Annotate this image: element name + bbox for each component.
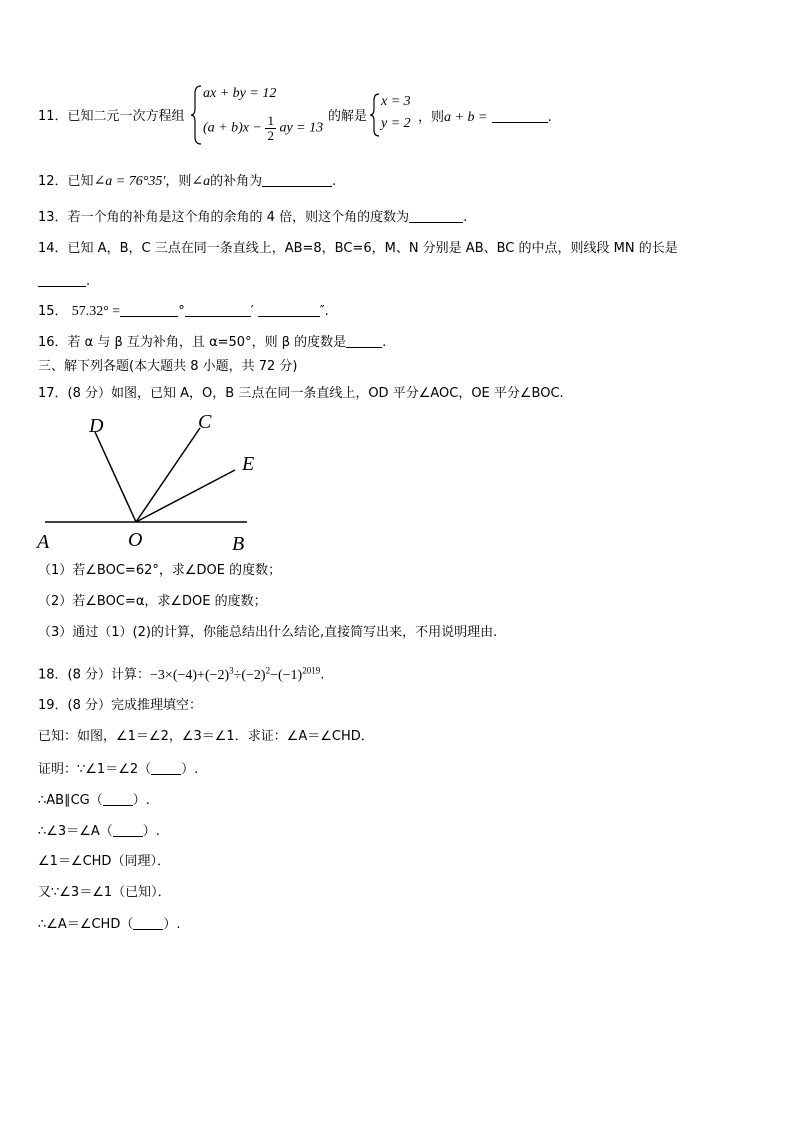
q15-minute-blank[interactable] bbox=[185, 302, 251, 317]
question-16: 16．若 α 与 β 互为补角，且 α=50°，则 β 的度数是 . bbox=[38, 335, 387, 350]
q19-given: 已知：如图，∠1＝∠2，∠3＝∠1．求证：∠A＝∠CHD． bbox=[38, 729, 374, 744]
section-3-heading: 三、解下列各题(本大题共 8 小题，共 72 分) bbox=[38, 359, 298, 374]
question-17: 17．(8 分）如图，已知 A，O，B 三点在同一条直线上，OD 平分∠AOC，OE 平分∠BOC. bbox=[38, 386, 564, 401]
q19-line-6: ∴∠A＝∠CHD（ ）. bbox=[38, 917, 181, 932]
q11-eq2-right: ay = 13 bbox=[279, 120, 324, 136]
q17-part-3: （3）通过（1）(2)的计算，你能总结出什么结论,直接简写出来，不用说明理由. bbox=[38, 625, 498, 640]
label-C: C bbox=[198, 411, 212, 433]
q17-part-2: （2）若∠BOC=α，求∠DOE 的度数； bbox=[38, 594, 267, 609]
q13-answer-blank[interactable] bbox=[409, 208, 463, 223]
q11-left-brace bbox=[190, 84, 204, 146]
q11-prefix: 已知二元一次方程组 bbox=[67, 109, 185, 124]
q11-sol2: y = 2 bbox=[381, 116, 411, 131]
q11-mid: 的解是 bbox=[328, 109, 368, 124]
q19-line-2: ∴AB∥CG（ ）. bbox=[38, 793, 150, 808]
label-A: A bbox=[37, 531, 50, 553]
q15-second-blank[interactable] bbox=[258, 302, 320, 317]
label-D: D bbox=[89, 415, 104, 437]
question-13: 13．若一个角的补角是这个角的余角的 4 倍，则这个角的度数为 . bbox=[38, 210, 468, 225]
q19-blank-2[interactable] bbox=[103, 791, 133, 806]
label-O: O bbox=[128, 529, 143, 551]
q11-tail: ，则a + b = . bbox=[418, 110, 552, 125]
q11-sol1: x = 3 bbox=[381, 94, 411, 109]
q11-solution-brace bbox=[369, 92, 381, 138]
q12-angle: ∠a = 76°35′ bbox=[93, 174, 166, 189]
question-18: 18．(8 分）计算：$-3\times(-4)+(-2)^3\div(-2)^2-(-1)^{2019}$. bbox=[38, 665, 325, 683]
question-15: 15． 57.32° = ° ′ ″. bbox=[38, 304, 329, 319]
q14-answer-blank[interactable] bbox=[38, 272, 86, 287]
q19-line-5: 又∵∠3＝∠1（已知）． bbox=[38, 885, 171, 900]
ray-OD bbox=[95, 432, 136, 522]
q19-blank-3[interactable] bbox=[113, 822, 143, 837]
q19-line-1: 证明：∵∠1＝∠2（ ）. bbox=[38, 762, 199, 777]
question-11 bbox=[38, 108, 185, 126]
q11-eq2 bbox=[203, 114, 323, 143]
label-E: E bbox=[242, 453, 255, 475]
q15-degree-blank[interactable] bbox=[120, 302, 178, 317]
question-19: 19．(8 分）完成推理填空： bbox=[38, 698, 203, 713]
q17-figure bbox=[35, 408, 275, 556]
q17-part-1: （1）若∠BOC=62°，求∠DOE 的度数； bbox=[38, 563, 282, 578]
q12-answer-blank[interactable] bbox=[262, 172, 332, 187]
question-14-line2: . bbox=[38, 272, 90, 291]
question-14: 14．已知 A，B，C 三点在同一条直线上，AB=8，BC=6，M、N 分别是 AB、BC 的中点，则线段 MN 的长是 bbox=[38, 241, 678, 256]
q16-answer-blank[interactable] bbox=[346, 333, 382, 348]
label-B: B bbox=[232, 533, 245, 555]
q18-expression: $-3\times(-4)+(-2)^3\div(-2)^2-(-1)^{2019}$ bbox=[150, 665, 321, 683]
q15-value: 57.32° = bbox=[71, 304, 121, 319]
q19-blank-4[interactable] bbox=[133, 915, 163, 930]
q11-answer-blank[interactable] bbox=[492, 108, 548, 123]
q19-blank-1[interactable] bbox=[151, 760, 181, 775]
q11-eq1: ax + by = 12 bbox=[203, 86, 277, 101]
q11-number: 11． bbox=[38, 109, 68, 124]
question-12: 12．已知∠a = 76°35′，则∠a的补角为 . bbox=[38, 174, 337, 189]
q19-line-4: ∠1＝∠CHD（同理）． bbox=[38, 854, 170, 869]
ray-OC bbox=[136, 428, 200, 522]
q11-eq2-left: (a + b)x − bbox=[203, 120, 262, 136]
q19-line-3: ∴∠3＝∠A（ ）. bbox=[38, 824, 160, 839]
q11-eq2-fraction: $\frac{1}{2}$ bbox=[267, 113, 274, 143]
q11-expr: a + b = bbox=[444, 110, 488, 125]
ray-OE bbox=[136, 470, 235, 522]
